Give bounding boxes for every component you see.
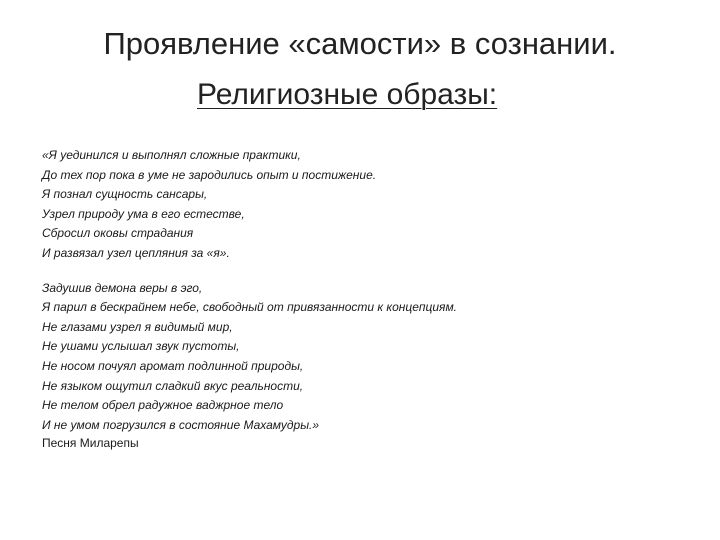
poem-line: Задушив демона веры в эго,	[42, 280, 203, 295]
poem-line: «Я уединился и выполнял сложные практики,	[42, 148, 301, 162]
slide-title: Проявление «самости» в сознании.	[103, 26, 617, 61]
poem-line: Я парил в бескрайнем небе, свободный от привязанности к концепциям.	[42, 300, 458, 315]
poem-line: Не носом почуял аромат подлинной природы,	[42, 358, 304, 373]
poem-line: Сбросил оковы страдания	[42, 226, 194, 241]
poem-quote	[42, 146, 702, 450]
poem-line: И не умом погрузился в состояние Махамудры.»	[42, 417, 320, 432]
poem-line: Не телом обрел радужное ваджрное тело	[42, 398, 284, 413]
poem-line: Не языком ощутил сладкий вкус реальности,	[42, 378, 304, 393]
poem-line: Узрел природу ума в его естестве,	[42, 206, 245, 221]
slide-subtitle: Религиозные образы:	[197, 78, 498, 111]
poem-line: И развязал узел цепляния за «я».	[42, 245, 230, 260]
poem-attribution: Песня Миларепы	[42, 436, 139, 450]
poem-stanza-2	[42, 279, 702, 436]
poem-line: Не ушами услышал звук пустоты,	[42, 339, 240, 354]
poem-stanza-1	[42, 146, 702, 264]
poem-line: Не глазами узрел я видимый мир,	[42, 319, 233, 334]
poem-line: До тех пор пока в уме не зародились опыт и постижение.	[42, 167, 377, 182]
poem-line: Я познал сущность сансары,	[42, 187, 208, 202]
